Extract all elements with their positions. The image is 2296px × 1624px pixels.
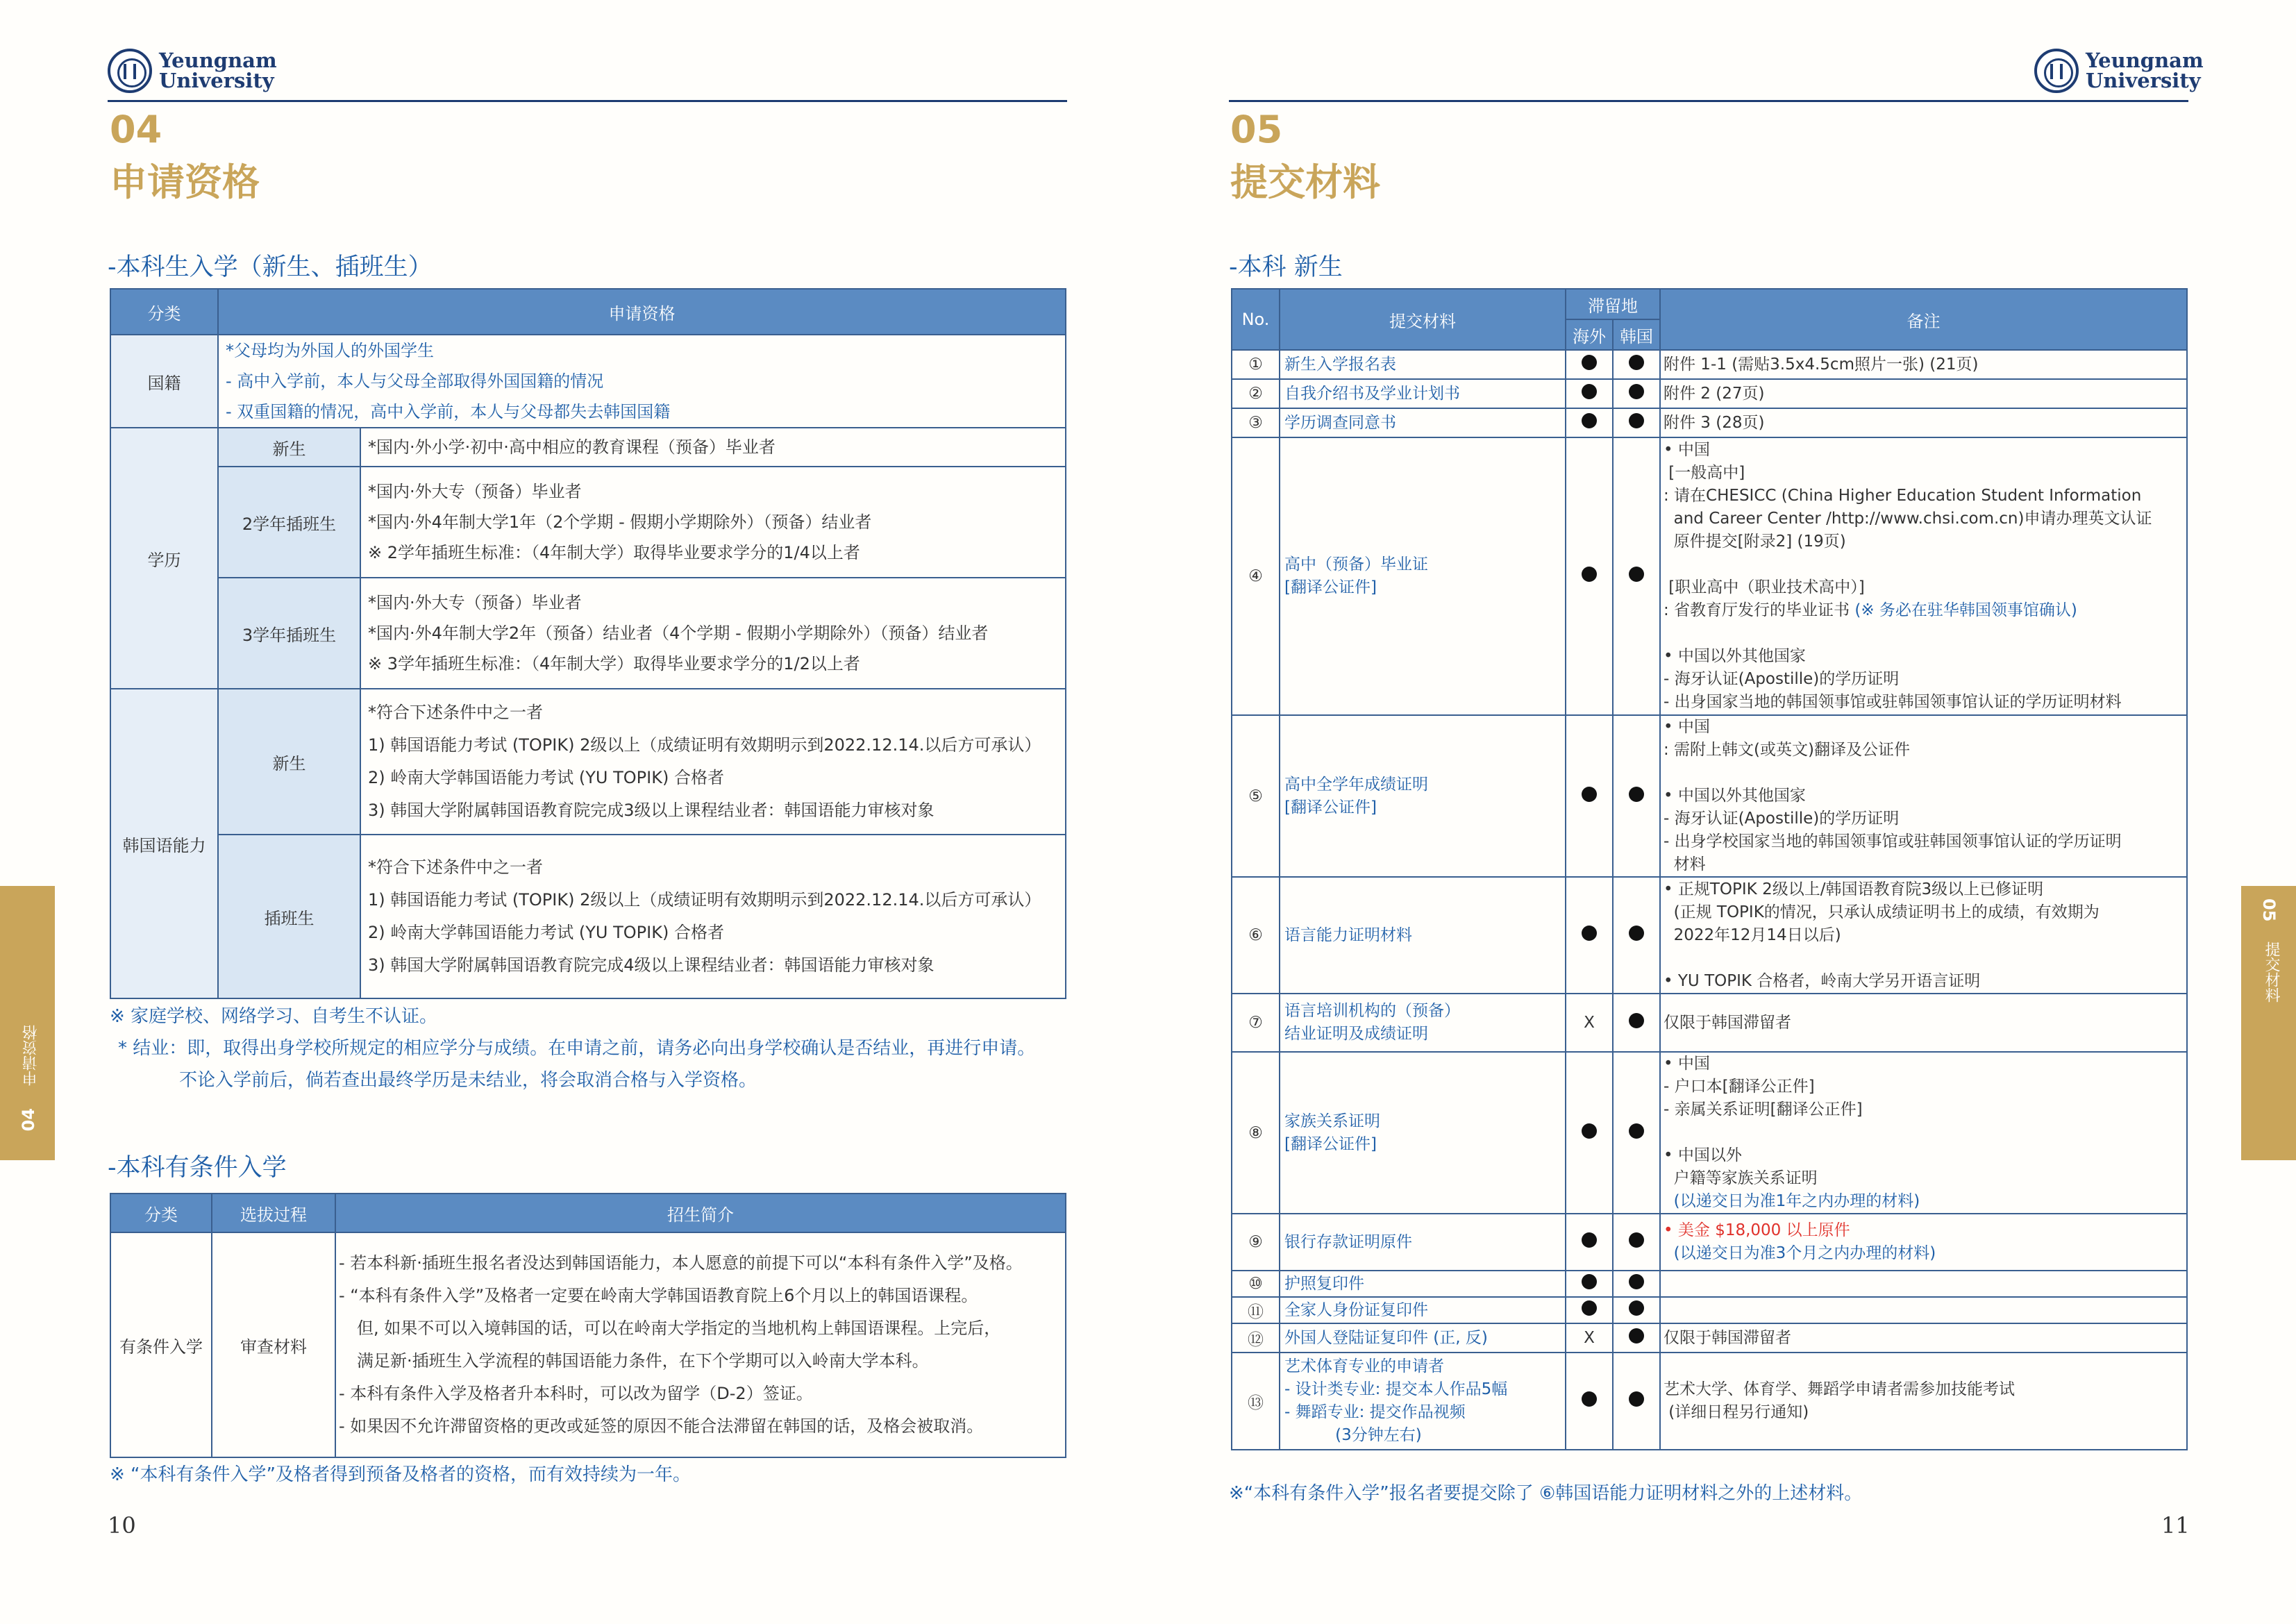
remark-line: : 需附上韩文(或英文)翻译及公证件	[1664, 741, 1911, 759]
education-transfer2-cell	[360, 467, 1066, 578]
material-cell	[1280, 1297, 1566, 1323]
education-line: *国内·外大专（预备）毕业者	[368, 593, 582, 612]
row-number: ④	[1232, 437, 1280, 715]
subhead-freshman: -本科 新生	[1229, 253, 1343, 281]
remark-line: (以递交日为准1年之内办理的材料)	[1664, 1192, 1920, 1210]
material-cell	[1280, 1052, 1566, 1214]
page-number: 11	[2161, 1512, 2190, 1539]
remark-cell	[1660, 715, 2187, 877]
remark-cell	[1660, 437, 2187, 715]
note-completion: * 结业：即，取得出身学校所规定的相应学分与成绩。在申请之前，请务必向出身学校确认是否结业，再进行申请。	[118, 1038, 1036, 1059]
korea-cell	[1613, 1323, 1660, 1353]
remark-cell	[1660, 350, 2187, 379]
row-number: ②	[1232, 379, 1280, 408]
remark-line: • 中国	[1664, 718, 1710, 736]
remark-line: [一般高中]	[1664, 464, 1745, 482]
remark-line: 艺术大学、体育学、舞蹈学申请者需参加技能考试	[1664, 1380, 2015, 1398]
document-row	[1232, 877, 2187, 994]
required-dot-icon	[1582, 413, 1597, 428]
document-row	[1232, 350, 2187, 379]
material-line: - 舞蹈专业: 提交作品视频	[1284, 1403, 1466, 1421]
korean-transfer-cell	[360, 835, 1066, 998]
remark-line: - 海牙认证(Apostille)的学历证明	[1664, 670, 1900, 688]
overseas-cell	[1566, 1297, 1613, 1323]
material-line: 护照复印件	[1284, 1274, 1364, 1293]
row-number: ⑥	[1232, 877, 1280, 994]
remark-line: • 中国以外其他国家	[1664, 647, 1806, 665]
footnote: ※“本科有条件入学”报名者要提交除了 ⑥韩国语能力证明材料之外的上述材料。	[1229, 1483, 1863, 1504]
overseas-cell	[1566, 350, 1613, 379]
conditional-intro-cell	[335, 1232, 1066, 1457]
education-line: ※ 2学年插班生标准：（4年制大学）取得毕业要求学分的1/4以上者	[368, 543, 860, 562]
document-row	[1232, 1323, 2187, 1353]
side-tab-number: 04	[19, 1108, 38, 1132]
note-conditional-validity: ※ “本科有条件入学”及格者得到预备及格者的资格，而有效持续为一年。	[110, 1464, 691, 1485]
education-freshman-cell	[360, 428, 1066, 467]
nationality-line: *父母均为外国人的外国学生	[226, 341, 434, 360]
document-row	[1232, 1052, 2187, 1214]
required-dot-icon	[1629, 1274, 1644, 1289]
required-dot-icon	[1582, 1232, 1597, 1248]
remark-line: - 亲属关系证明[翻译公正件]	[1664, 1100, 1863, 1119]
remark-line: - 出身国家当地的韩国领事馆或驻韩国领事馆认证的学历证明材料	[1664, 693, 2122, 711]
row-number: ⑨	[1232, 1214, 1280, 1271]
required-dot-icon	[1629, 355, 1644, 370]
remark-line	[1664, 622, 2186, 645]
required-dot-icon	[1629, 1300, 1644, 1316]
eligibility-table	[110, 288, 1066, 999]
remark-line: and Career Center /http://www.chsi.com.cn)申请办理英文认证	[1664, 510, 2152, 528]
row-number: ⑩	[1232, 1271, 1280, 1297]
material-line: 全家人身份证复印件	[1284, 1300, 1428, 1319]
material-line: 家族关系证明	[1284, 1112, 1380, 1130]
document-row	[1232, 1214, 2187, 1271]
korea-cell	[1613, 1052, 1660, 1214]
remark-line: 材料	[1664, 855, 1706, 873]
page-number: 10	[108, 1512, 136, 1539]
material-cell	[1280, 1323, 1566, 1353]
required-dot-icon	[1629, 787, 1644, 802]
material-line: [翻译公证件]	[1284, 1135, 1377, 1153]
row-number: ③	[1232, 408, 1280, 437]
header-overseas: 海外	[1566, 319, 1613, 350]
korean-line: 3) 韩国大学附属韩国语教育院完成3级以上课程结业者：韩国语能力审核对象	[368, 801, 935, 820]
university-logo	[2034, 49, 2204, 93]
remark-line: 户籍等家族关系证明	[1664, 1169, 1818, 1187]
remark-line: • 中国以外	[1664, 1146, 1742, 1164]
overseas-cell: X	[1566, 994, 1613, 1052]
remark-line: 仅限于韩国滞留者	[1664, 1013, 1791, 1032]
required-dot-icon	[1582, 1391, 1597, 1407]
section-title: 提交材料	[1230, 160, 1380, 204]
education-line: *国内·外4年制大学2年（预备）结业者（4个学期 - 假期小学期除外）（预备）结业者	[368, 623, 989, 643]
remark-line: 仅限于韩国滞留者	[1664, 1328, 1791, 1347]
document-row	[1232, 437, 2187, 715]
overseas-cell	[1566, 1214, 1613, 1271]
university-seal-icon	[108, 49, 152, 93]
side-tab-label: 提交材料	[2263, 941, 2280, 1003]
remark-line	[1664, 553, 2186, 576]
required-dot-icon	[1629, 1391, 1644, 1407]
korean-line: *符合下述条件中之一者	[368, 857, 543, 877]
logo-line-1: Yeungnam	[159, 49, 277, 72]
document-row	[1232, 1353, 2187, 1450]
university-logo	[108, 49, 277, 93]
header-korea: 韩国	[1613, 319, 1660, 350]
document-row	[1232, 379, 2187, 408]
document-row	[1232, 994, 2187, 1052]
material-cell	[1280, 877, 1566, 994]
document-row	[1232, 408, 2187, 437]
remark-line: (正规 TOPIK的情况，只承认成绩证明书上的成绩，有效期为	[1664, 903, 2100, 921]
education-label: 学历	[110, 428, 218, 689]
korea-cell	[1613, 408, 1660, 437]
section-title: 申请资格	[110, 160, 260, 204]
korean-line: 3) 韩国大学附属韩国语教育院完成4级以上课程结业者：韩国语能力审核对象	[368, 955, 935, 975]
note-cancel: 不论入学前后，倘若查出最终学历是未结业，将会取消合格与入学资格。	[179, 1070, 757, 1091]
remark-line: (详细日程另行通知)	[1664, 1403, 1809, 1421]
overseas-cell	[1566, 408, 1613, 437]
row-number: ⑫	[1232, 1323, 1280, 1353]
remark-line: • 正规TOPIK 2级以上/韩国语教育院3级以上已修证明	[1664, 880, 2044, 898]
header-intro: 招生简介	[335, 1194, 1066, 1232]
remark-line	[1664, 947, 2186, 970]
education-line: *国内·外4年制大学1年（2个学期 - 假期小学期除外）（预备）结业者	[368, 512, 872, 532]
header-eligibility: 申请资格	[218, 289, 1066, 335]
remark-cell	[1660, 379, 2187, 408]
logo-line-2: University	[159, 69, 274, 92]
required-dot-icon	[1629, 1013, 1644, 1028]
nationality-cell	[218, 335, 1066, 428]
material-cell	[1280, 1214, 1566, 1271]
section-number: 04	[110, 108, 162, 151]
korea-cell	[1613, 877, 1660, 994]
required-dot-icon	[1629, 413, 1644, 428]
conditional-category: 有条件入学	[110, 1232, 212, 1457]
korean-line: 1) 韩国语能力考试 (TOPIK) 2级以上（成绩证明有效期明示到2022.12.14.以后方可承认）	[368, 890, 1041, 910]
subhead-conditional: -本科有条件入学	[108, 1154, 287, 1182]
row-number: ①	[1232, 350, 1280, 379]
side-tab	[2241, 886, 2296, 1160]
required-dot-icon	[1582, 1123, 1597, 1139]
material-line: 艺术体育专业的申请者	[1284, 1357, 1444, 1375]
documents-table	[1231, 288, 2188, 1450]
required-dot-icon	[1582, 384, 1597, 399]
remark-line	[1664, 762, 2186, 785]
required-dot-icon	[1629, 1232, 1644, 1248]
material-line: 银行存款证明原件	[1284, 1232, 1412, 1251]
document-row	[1232, 1271, 2187, 1297]
korea-cell	[1613, 1271, 1660, 1297]
korean-line: 2) 岭南大学韩国语能力考试 (YU TOPIK) 合格者	[368, 768, 724, 787]
material-cell	[1280, 437, 1566, 715]
header-rule	[1229, 100, 2188, 102]
remark-line: (以递交日为准3个月之内办理的材料)	[1664, 1244, 1936, 1262]
material-line: 语言培训机构的（预备）	[1284, 1002, 1460, 1020]
korean-freshman-cell	[360, 689, 1066, 835]
remark-line: • 中国	[1664, 441, 1710, 459]
remark-line: • YU TOPIK 合格者，岭南大学另开语言证明	[1664, 971, 1981, 990]
education-transfer3-label: 3学年插班生	[218, 578, 360, 689]
remark-line: - 海牙认证(Apostille)的学历证明	[1664, 810, 1900, 828]
header-category: 分类	[110, 1194, 212, 1232]
remark-line: 2022年12月14日以后)	[1664, 926, 1841, 944]
remark-line: : 省教育厅发行的毕业证书 (※ 务必在驻华韩国领事馆确认)	[1664, 601, 2077, 619]
right-page	[1148, 0, 2296, 1624]
header-material: 提交材料	[1280, 289, 1566, 350]
korea-cell	[1613, 1214, 1660, 1271]
conditional-process: 审查材料	[212, 1232, 335, 1457]
material-cell	[1280, 1353, 1566, 1450]
overseas-cell	[1566, 715, 1613, 877]
remark-line: 附件 2 (27页)	[1664, 384, 1765, 403]
header-remark: 备注	[1660, 289, 2187, 350]
intro-line: - “本科有条件入学”及格者一定要在岭南大学韩国语教育院上6个月以上的韩国语课程。	[339, 1286, 978, 1305]
remark-line: • 美金 $18,000 以上原件	[1664, 1221, 1850, 1239]
remark-cell	[1660, 994, 2187, 1052]
remark-cell	[1660, 877, 2187, 994]
education-line: *国内·外小学·初中·高中相应的教育课程（预备）毕业者	[368, 437, 776, 457]
material-line: 语言能力证明材料	[1284, 926, 1412, 944]
remark-cell	[1660, 1214, 2187, 1271]
intro-line: - 本科有条件入学及格者升本科时，可以改为留学（D-2）签证。	[339, 1384, 813, 1403]
row-number: ⑧	[1232, 1052, 1280, 1214]
remark-line: 原件提交[附录2] (19页)	[1664, 533, 1846, 551]
logo-line-2: University	[2086, 69, 2201, 92]
row-number: ⑪	[1232, 1297, 1280, 1323]
korean-label: 韩国语能力	[110, 689, 218, 998]
required-dot-icon	[1629, 1123, 1644, 1139]
korean-line: 1) 韩国语能力考试 (TOPIK) 2级以上（成绩证明有效期明示到2022.12.14.以后方可承认）	[368, 735, 1041, 755]
row-number: ⑤	[1232, 715, 1280, 877]
remark-line: • 中国以外其他国家	[1664, 787, 1806, 805]
header-stay: 滞留地	[1566, 289, 1660, 319]
header-process: 选拔过程	[212, 1194, 335, 1232]
remark-cell	[1660, 408, 2187, 437]
remark-line: : 请在CHESICC (China Higher Education Student Information	[1664, 487, 2142, 505]
material-line: 高中全学年成绩证明	[1284, 775, 1428, 794]
overseas-cell: X	[1566, 1323, 1613, 1353]
document-row	[1232, 715, 2187, 877]
row-number: ⑦	[1232, 994, 1280, 1052]
korea-cell	[1613, 1297, 1660, 1323]
remark-cell	[1660, 1353, 2187, 1450]
remark-line: • 中国	[1664, 1055, 1710, 1073]
remark-cell	[1660, 1052, 2187, 1214]
overseas-cell	[1566, 1353, 1613, 1450]
material-line: 结业证明及成绩证明	[1284, 1025, 1428, 1043]
overseas-cell	[1566, 437, 1613, 715]
subhead-undergrad: -本科生入学（新生、插班生）	[108, 253, 433, 281]
korea-cell	[1613, 350, 1660, 379]
remark-line: - 户口本[翻译公正件]	[1664, 1078, 1815, 1096]
material-cell	[1280, 408, 1566, 437]
education-line: ※ 3学年插班生标准：（4年制大学）取得毕业要求学分的1/2以上者	[368, 654, 860, 673]
material-cell	[1280, 350, 1566, 379]
note-no-homeschool: ※ 家庭学校、网络学习、自考生不认证。	[110, 1006, 438, 1027]
remark-line	[1664, 1121, 2186, 1144]
korea-cell	[1613, 437, 1660, 715]
material-cell	[1280, 1271, 1566, 1297]
material-cell	[1280, 379, 1566, 408]
required-dot-icon	[1582, 1274, 1597, 1289]
row-number: ⑬	[1232, 1353, 1280, 1450]
required-dot-icon	[1582, 567, 1597, 582]
intro-line: 但, 如果不可以入境韩国的话，可以在岭南大学指定的当地机构上韩国语课程。上完后，	[357, 1319, 1001, 1338]
remark-line: - 出身学校国家当地的韩国领事馆或驻韩国领事馆认证的学历证明	[1664, 832, 2122, 851]
material-cell	[1280, 715, 1566, 877]
overseas-cell	[1566, 1271, 1613, 1297]
korean-line: 2) 岭南大学韩国语能力考试 (YU TOPIK) 合格者	[368, 923, 724, 942]
overseas-cell	[1566, 1052, 1613, 1214]
required-dot-icon	[1629, 1328, 1644, 1343]
material-line: 新生入学报名表	[1284, 355, 1396, 374]
korea-cell	[1613, 715, 1660, 877]
remark-cell	[1660, 1271, 2187, 1297]
education-transfer2-label: 2学年插班生	[218, 467, 360, 578]
required-dot-icon	[1629, 567, 1644, 582]
material-cell	[1280, 994, 1566, 1052]
side-tab-number: 05	[2259, 898, 2279, 922]
nationality-label: 国籍	[110, 335, 218, 428]
logo-line-1: Yeungnam	[2086, 49, 2204, 72]
section-number: 05	[1230, 108, 1283, 151]
intro-line: - 若本科新·插班生报名者没达到韩国语能力，本人愿意的前提下可以“本科有条件入学”及格。	[339, 1253, 1023, 1273]
material-line: 自我介绍书及学业计划书	[1284, 384, 1460, 403]
document-row	[1232, 1297, 2187, 1323]
remark-cell	[1660, 1297, 2187, 1323]
korea-cell	[1613, 379, 1660, 408]
required-dot-icon	[1629, 384, 1644, 399]
material-line: 外国人登陆证复印件 (正, 反)	[1284, 1328, 1488, 1347]
material-line: [翻译公证件]	[1284, 578, 1377, 596]
header-no: No.	[1232, 289, 1280, 350]
intro-line: - 如果因不允许滞留资格的更改或延签的原因不能合法滞留在韩国的话，及格会被取消。	[339, 1416, 984, 1436]
intro-line: 满足新·插班生入学流程的韩国语能力条件，在下个学期可以入岭南大学本科。	[357, 1351, 929, 1371]
education-freshman-label: 新生	[218, 428, 360, 467]
korea-cell	[1613, 1353, 1660, 1450]
overseas-cell	[1566, 877, 1613, 994]
education-line: *国内·外大专（预备）毕业者	[368, 482, 582, 501]
remark-line: 附件 3 (28页)	[1664, 413, 1765, 432]
korean-freshman-label: 新生	[218, 689, 360, 835]
required-dot-icon	[1582, 1300, 1597, 1316]
side-tab	[0, 886, 55, 1160]
required-dot-icon	[1582, 355, 1597, 370]
header-rule	[108, 100, 1067, 102]
remark-line: 附件 1-1 (需贴3.5x4.5cm照片一张) (21页)	[1664, 355, 1979, 374]
overseas-cell	[1566, 379, 1613, 408]
header-category: 分类	[110, 289, 218, 335]
material-line: (3分钟左右)	[1284, 1426, 1422, 1444]
material-line: 高中（预备）毕业证	[1284, 555, 1428, 574]
side-tab-label: 申请资格	[22, 1025, 40, 1086]
conditional-table	[110, 1193, 1066, 1458]
education-transfer3-cell	[360, 578, 1066, 689]
material-line: 学历调查同意书	[1284, 413, 1396, 432]
required-dot-icon	[1629, 926, 1644, 941]
korea-cell	[1613, 994, 1660, 1052]
remark-cell	[1660, 1323, 2187, 1353]
remark-line: [职业高中（职业技术高中）]	[1664, 578, 1865, 596]
material-line: - 设计类专业: 提交本人作品5幅	[1284, 1380, 1508, 1398]
required-dot-icon	[1582, 926, 1597, 941]
korean-line: *符合下述条件中之一者	[368, 703, 543, 722]
material-line: [翻译公证件]	[1284, 798, 1377, 817]
university-seal-icon	[2034, 49, 2079, 93]
nationality-line: - 双重国籍的情况，高中入学前，本人与父母都失去韩国国籍	[226, 402, 671, 421]
korean-transfer-label: 插班生	[218, 835, 360, 998]
required-dot-icon	[1582, 787, 1597, 802]
nationality-line: - 高中入学前，本人与父母全部取得外国国籍的情况	[226, 371, 604, 391]
